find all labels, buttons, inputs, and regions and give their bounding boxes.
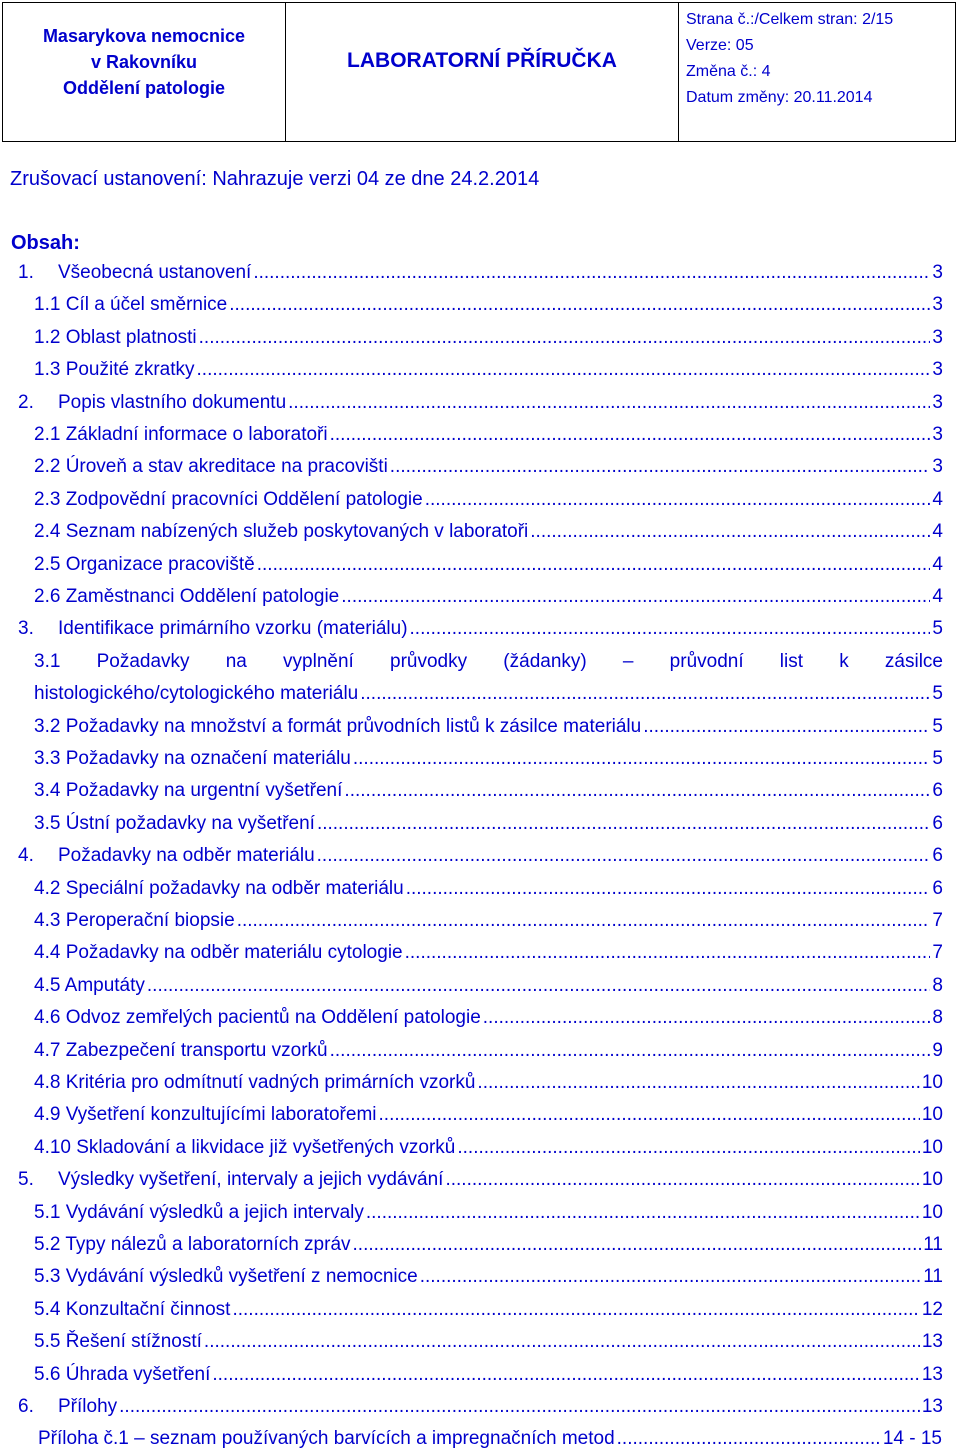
toc-page-number: 3 [932,456,943,478]
toc-page-number: 4 [932,586,943,607]
toc-leader-dots [405,942,931,964]
toc-page-number: 11 [923,1234,943,1255]
toc-leader-dots [237,910,931,932]
toc-entry-title: 3.1 Požadavky na vyplnění průvodky (žádanky) – průvodní list k zásilce [34,650,943,672]
toc-entry-title: 4.8 Kritéria pro odmítnutí vadných primárních vzorků [34,1072,476,1093]
toc-page-number: 5 [932,748,943,769]
toc-leader-dots [406,878,931,900]
toc-leader-dots [617,1428,881,1450]
toc-page-number: 10 [921,1136,943,1158]
toc-page-number: 5 [932,715,943,737]
toc-page-number: 14 - 15 [882,1428,942,1450]
toc-entry[interactable] [18,262,943,284]
toc-entry-title: 4.5 Amputáty [34,974,145,996]
toc-page-number: 8 [932,974,943,996]
toc-page-number: 3 [932,294,943,316]
toc-entry[interactable] [34,1007,943,1029]
page-info: Strana č.:/Celkem stran: 2/15 [686,11,894,28]
toc-entry-title: 5.2 Typy nálezů a laboratorních zpráv [34,1234,351,1255]
toc-entry[interactable] [18,845,943,867]
toc-leader-dots [530,521,930,543]
title-block [286,3,679,141]
toc-page-number: 7 [932,942,943,964]
toc-entry[interactable] [34,1331,943,1353]
toc-page-number: 6 [932,780,943,802]
toc-entry-title: Přílohy [58,1396,118,1417]
toc-entry[interactable] [34,748,943,770]
toc-leader-dots [379,1104,920,1126]
organization-location: v Rakovníku [90,52,198,72]
document-header [2,2,956,142]
toc-entry-title: 4.2 Speciální požadavky na odběr materiálu [34,877,404,899]
toc-leader-dots [212,1364,919,1386]
toc-entry[interactable] [34,1104,943,1126]
toc-entry-title: 5.6 Úhrada vyšetření [34,1363,211,1385]
toc-entry[interactable] [18,1396,943,1418]
toc-entry-title: 2.5 Organizace pracoviště [34,553,255,575]
toc-leader-dots [330,424,931,446]
toc-entry-title: 2.2 Úroveň a stav akreditace na pracovišti [34,456,388,478]
toc-entry[interactable] [18,618,943,640]
toc-entry-title: 5.4 Konzultační činnost [34,1298,231,1320]
toc-page-number: 8 [932,1007,943,1029]
toc-entry-title: Příloha č.1 – seznam používaných barvících a impregnačních metod [38,1428,615,1450]
toc-page-number: 13 [921,1396,943,1417]
toc-entry-title: 3.2 Požadavky na množství a formát průvodních listů k zásilce materiálu [34,715,642,737]
toc-page-number: 10 [921,1169,943,1191]
toc-page-number: 4 [932,553,943,575]
toc-leader-dots [366,1202,920,1224]
toc-entry[interactable] [34,1072,943,1094]
toc-leader-dots [317,845,931,867]
toc-entry-title: 4.6 Odvoz zemřelých pacientů na Oddělení patologie [34,1007,481,1029]
toc-leader-dots [410,618,931,640]
toc-entry[interactable] [34,1299,943,1321]
toc-entry[interactable] [34,910,943,932]
toc-leader-dots [288,392,930,414]
toc-page-number: 3 [932,424,943,445]
toc-page-number: 4 [932,521,943,543]
toc-entry-title: 3.5 Ústní požadavky na vyšetření [34,812,315,834]
toc-entry[interactable] [18,392,943,414]
toc-leader-dots [643,716,930,738]
toc-entry-title: Všeobecná ustanovení [58,262,252,283]
toc-page-number: 4 [932,488,943,510]
toc-page-number: 9 [932,1039,943,1061]
toc-page-number: 10 [921,1072,943,1093]
toc-entry-title: 3.3 Požadavky na označení materiálu [34,748,351,769]
change-info: Změna č.: 4 [686,63,771,80]
toc-leader-dots [477,1072,919,1094]
toc-entry-number: 3. [18,618,34,640]
toc-entry-number: 5. [18,1169,34,1191]
toc-page-number: 11 [923,1266,943,1288]
toc-leader-dots [483,1007,931,1029]
toc-entry-title: 1.2 Oblast platnosti [34,326,197,348]
toc-entry[interactable] [34,586,943,608]
toc-entry[interactable] [34,1137,943,1159]
toc-page-number: 13 [921,1331,943,1353]
toc-entry-title: 1.1 Cíl a účel směrnice [34,294,228,316]
toc-entry-title: 2.1 Základní informace o laboratoři [34,424,328,445]
toc-entry-title: 2.3 Zodpovědní pracovníci Oddělení patologie [34,488,423,510]
toc-entry[interactable] [34,1202,943,1224]
toc-entry-title: 3.4 Požadavky na urgentní vyšetření [34,780,343,802]
toc-entry-title: histologického/cytologického materiálu [34,683,359,705]
toc-heading: Obsah: [11,232,80,254]
toc-page-number: 5 [932,683,943,705]
toc-leader-dots [353,1234,922,1256]
toc-entry[interactable] [34,489,943,511]
toc-page-number: 3 [932,262,943,283]
change-date: Datum změny: 20.11.2014 [686,89,873,106]
toc-entry[interactable] [34,651,943,673]
department-name: Oddělení patologie [62,78,225,98]
toc-entry-title: 2.4 Seznam nabízených služeb poskytovaných v laboratoři [34,521,529,543]
toc-entry-title: 4.4 Požadavky na odběr materiálu cytologie [34,942,403,964]
toc-entry-title: 5.5 Řešení stížností [34,1331,202,1353]
toc-leader-dots [390,456,931,478]
toc-entry-title: 5.1 Vydávání výsledků a jejich intervaly [34,1201,364,1223]
toc-entry[interactable] [34,1364,943,1386]
meta-block [679,3,955,141]
document-title: LABORATORNÍ PŘÍRUČKA [347,49,617,72]
toc-leader-dots [119,1396,920,1418]
toc-entry-title: Identifikace primárního vzorku (materiálu) [58,618,408,640]
toc-leader-dots [445,1169,919,1191]
toc-page-number: 3 [932,391,943,413]
toc-page-number: 7 [932,910,943,931]
toc-leader-dots [197,359,931,381]
toc-entry-title: 1.3 Použité zkratky [34,359,195,381]
version-info: Verze: 05 [686,37,754,54]
toc-entry-title: Popis vlastního dokumentu [58,391,287,413]
cancellation-note: Zrušovací ustanovení: Nahrazuje verzi 04 ze dne 24.2.2014 [10,168,540,190]
toc-entry[interactable] [34,359,943,381]
toc-leader-dots [232,1299,919,1321]
toc-entry-title: 5.3 Vydávání výsledků vyšetření z nemocnice [34,1266,418,1288]
toc-leader-dots [257,554,931,576]
organization-name: Masarykova nemocnice [42,26,246,46]
toc-entry[interactable] [34,456,943,478]
toc-page-number: 6 [932,877,943,899]
toc-entry[interactable] [34,1234,943,1256]
toc-leader-dots [204,1331,920,1353]
toc-entry-title: 4.7 Zabezpečení transportu vzorků [34,1039,328,1061]
toc-entry[interactable] [18,1169,943,1191]
toc-entry[interactable] [38,1428,942,1450]
toc-page-number: 5 [932,618,943,640]
toc-entry-title: Výsledky vyšetření, intervaly a jejich vydávání [58,1169,444,1191]
toc-entry[interactable] [34,1266,943,1288]
toc-entry-title: 4.9 Vyšetření konzultujícími laboratořemi [34,1104,377,1126]
toc-entry-title: 4.10 Skladování a likvidace již vyšetřených vzorků [34,1136,456,1158]
toc-page-number: 3 [932,359,943,381]
toc-leader-dots [199,327,931,349]
toc-entry[interactable] [34,521,943,543]
toc-entry[interactable] [34,327,943,349]
toc-leader-dots [457,1137,919,1159]
toc-leader-dots [341,586,930,608]
toc-page-number: 6 [932,812,943,834]
toc-entry[interactable] [34,294,943,316]
toc-entry[interactable] [34,554,943,576]
toc-entry[interactable] [34,942,943,964]
toc-entry-number: 1. [18,262,34,283]
toc-page-number: 6 [932,845,943,867]
toc-page-number: 12 [921,1298,943,1320]
toc-leader-dots [317,813,930,835]
toc-leader-dots [147,975,931,997]
toc-leader-dots [420,1266,922,1288]
organization-block [3,3,286,141]
toc-entry-number: 6. [18,1396,34,1417]
toc-leader-dots [253,262,930,284]
toc-page-number: 13 [921,1363,943,1385]
toc-entry[interactable] [34,683,943,705]
toc-page-number: 10 [921,1104,943,1126]
toc-leader-dots [360,683,930,705]
toc-leader-dots [330,1040,931,1062]
toc-entry[interactable] [34,424,943,446]
toc-entry[interactable] [34,780,943,802]
toc-leader-dots [425,489,931,511]
toc-entry-title: 4.3 Peroperační biopsie [34,910,235,931]
toc-entry[interactable] [34,716,943,738]
toc-entry-number: 2. [18,391,34,413]
toc-entry-title: Požadavky na odběr materiálu [58,845,315,867]
toc-entry[interactable] [34,975,943,997]
toc-leader-dots [353,748,931,770]
toc-leader-dots [229,294,930,316]
toc-leader-dots [344,780,930,802]
toc-entry-title: 2.6 Zaměstnanci Oddělení patologie [34,586,340,607]
toc-page-number: 10 [921,1201,943,1223]
toc-entry[interactable] [34,813,943,835]
toc-entry[interactable] [34,878,943,900]
toc-entry-number: 4. [18,845,34,867]
toc-entry[interactable] [34,1040,943,1062]
toc-page-number: 3 [932,326,943,348]
